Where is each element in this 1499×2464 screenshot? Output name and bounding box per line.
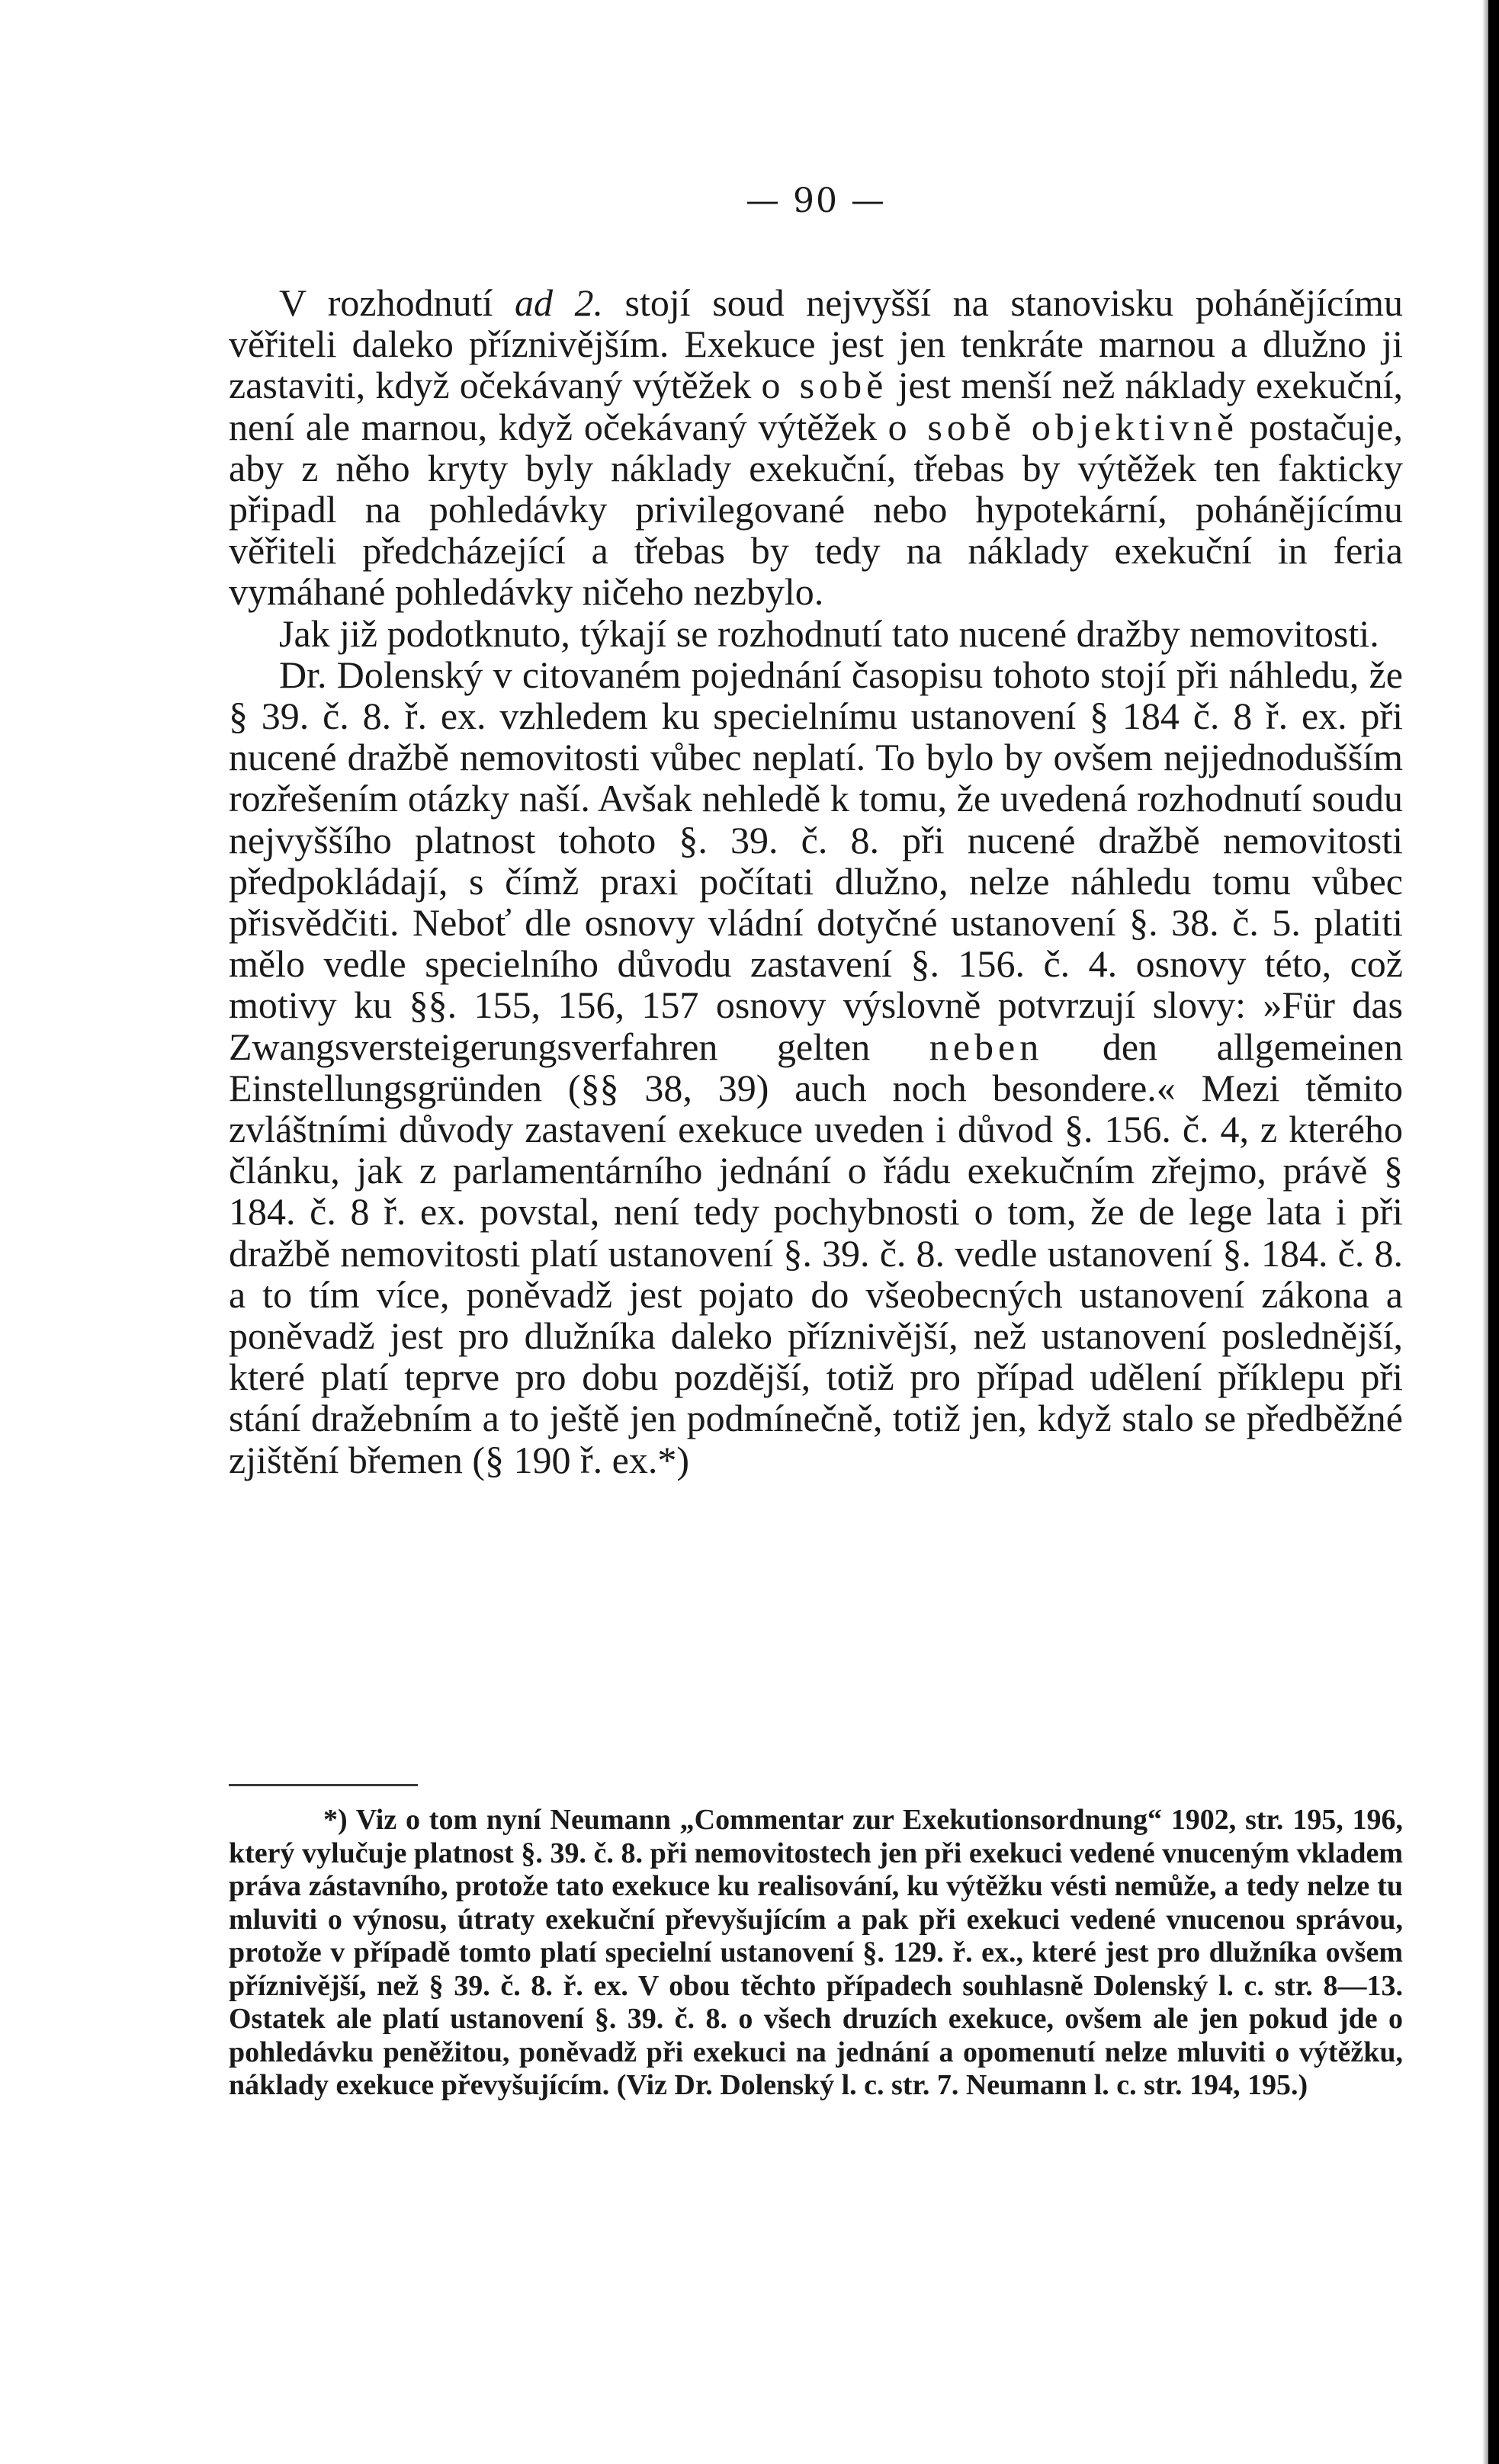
page-number: — 90 — — [746, 181, 886, 220]
scan-edge-shadow — [1482, 0, 1488, 2464]
footnote-divider — [229, 1784, 418, 1786]
paragraph-1-spaced-o-sobe: o sobě — [761, 364, 888, 407]
footnote — [229, 1804, 1403, 2103]
paragraph-1 — [229, 282, 1403, 613]
footnote-text: *) Viz o tom nyní Neumann „Commentar zur Exekutionsordnung“ 1902, str. 195, 196, který vylučuje platnost §. 39. č. 8. při nemovitostech jen při exekuci vedené vnuceným vkladem práva zástavního, protože tato exekuce ku realisování, ku výtěžku vésti nemůže, a tedy nelze tu mluviti o výnosu, útraty exekuční převyšujícím a pak při exekuci vedené vnucenou správou, protože v případě tomto platí specielní ustanovení §. 129. ř. ex., které jest pro dlužníka ovšem příznivější, než § 39. č. 8. ř. ex. V obou těchto případech souhlasně Dolenský l. c. str. 8—13. Ostatek ale platí ustanovení §. 39. č. 8. o všech druzích exekuce, ovšem ale jen pokud jde o pohledávku peněžitou, poněvadž při exekuci na jednání a opomenutí nelze mluviti o výtěžku, náklady exekuce převyšujícím. (Viz Dr. Dolenský l. c. str. 7. Neumann l. c. str. 194, 195.) — [229, 1804, 1403, 2101]
paragraph-3-spaced-neben: neben — [929, 1025, 1044, 1068]
paragraph-1-part-g: postačuje, aby z něho kryty byly náklady exekuční, třebas by výtěžek ten fakticky připadl na pohledávky privilegované nebo hypotekární, pohánějícímu věřiteli předcházející a třebas by tedy na náklady exekuční in feria vymáhané pohledávky ničeho nezbylo. — [229, 405, 1403, 614]
paragraph-3 — [229, 654, 1403, 1481]
paragraph-1-part-c: stojí soud nejvyšší na stanovisku pohánějícímu věřiteli daleko příznivějším. Exekuce jest jen tenkráte marnou a dlužno ji zastaviti, když očekávaný výtěžek — [229, 281, 1404, 407]
book-page — [229, 0, 1403, 2464]
scan-edge — [1488, 0, 1499, 2464]
paragraph-1-part-e: jest menší než náklady exekuční, není ale marnou, když očekávaný výtěžek — [229, 364, 1403, 448]
main-text — [229, 282, 1403, 1481]
paragraph-3-part-c: den allgemeinen Einstellungsgründen (§§ 38, 39) auch noch besondere.« Mezi těmito zvláštními důvody zastavení exekuce uveden i důvod §. 156. č. 4, z kterého článku, jak z parlamentárního jednání o řádu exekučním zřejmo, právě § 184. č. 8 ř. ex. povstal, není tedy pochybnosti o tom, že de lege lata i při dražbě nemovitosti platí ustanovení §. 39. č. 8. vedle ustanovení §. 184. č. 8. a to tím více, poněvadž jest pojato do všeobecných ustanovení zákona a poněvadž jest pro dlužníka daleko příznivější, než ustanovení poslednější, které platí teprve pro dobu pozdější, totiž pro případ udělení příklepu při stání dražebním a to ještě jen podmínečně, totiž jen, když stalo se předběžné zjištění břemen (§ 190 ř. ex.*) — [229, 1025, 1403, 1481]
paragraph-1-spaced-objektivne: o sobě objektivně — [888, 405, 1238, 448]
paragraph-3-part-a: Dr. Dolenský v citovaném pojednání časopisu tohoto stojí při náhledu, že § 39. č. 8. ř. ex. vzhledem ku specielnímu ustanovení § 184 č. 8 ř. ex. při nucené dražbě nemovitosti vůbec neplatí. To bylo by ovšem nejjednodušším rozřešením otázky naší. Avšak nehledě k tomu, že uvedená rozhodnutí soudu nejvyššího platnost tohoto §. 39. č. 8. při nucené dražbě nemovitosti předpokládají, s čímž praxi počítati dlužno, nelze náhledu tomu vůbec přisvědčiti. Neboť dle osnovy vládní dotyčné ustanovení §. 38. č. 5. platiti mělo vedle specielního důvodu zastavení §. 156. č. 4. osnovy této, což motivy ku §§. 155, 156, 157 osnovy výslovně potvrzují slovy: »Für das Zwangsversteigerungsverfahren gelten — [229, 653, 1403, 1068]
paragraph-1-part-a: V rozhodnutí — [279, 281, 515, 324]
paragraph-1-italic-ad: ad 2. — [514, 281, 603, 324]
paragraph-2: Jak již podotknuto, týkají se rozhodnutí tato nucené dražby nemovitosti. — [279, 611, 1379, 655]
